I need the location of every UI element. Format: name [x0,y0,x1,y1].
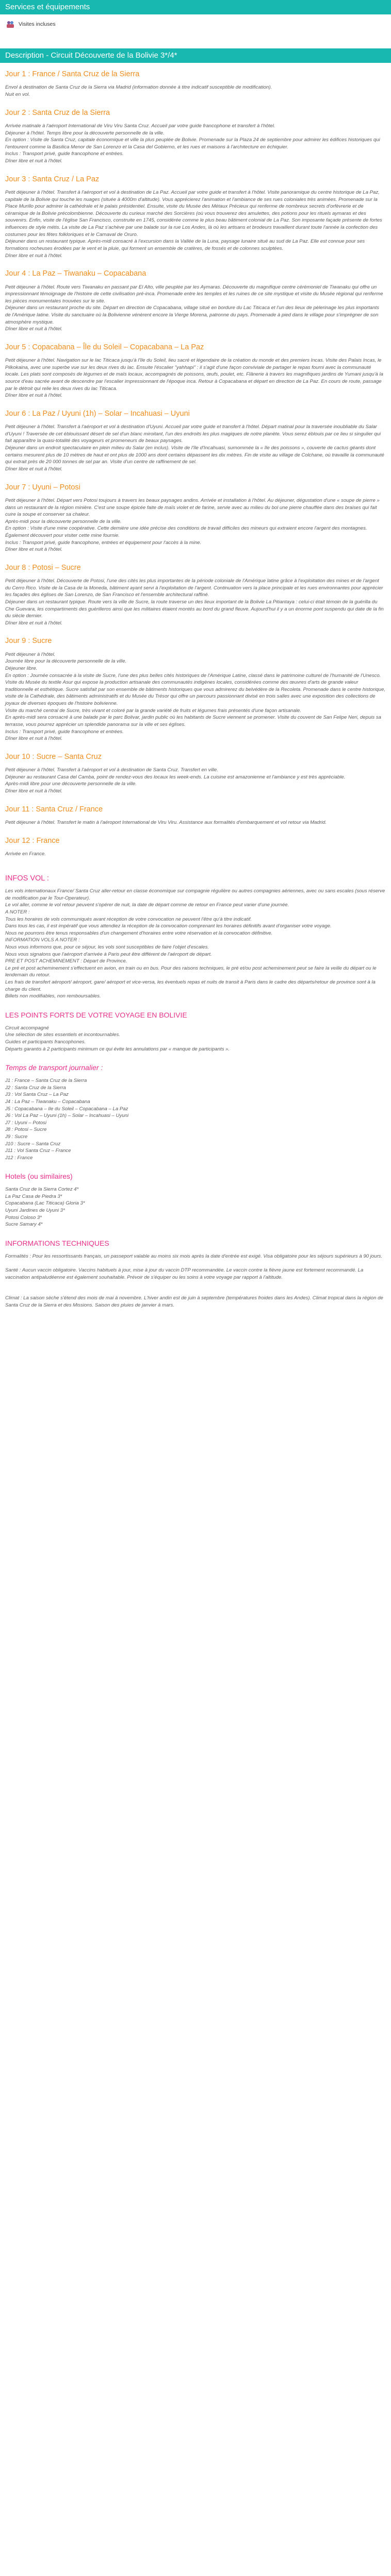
transport-times-text [5,1077,386,1161]
text-line: Les frais de transfert aéroport/ aéroport, gare/ aéroport et vice-versa, les éventuels repas et nuits de transit à Paris dans le cadre des départs/retour de province sont à la charge du client. [5,979,376,992]
text-line: Dîner libre et nuit à l'hôtel. [5,466,63,472]
text-line: Nuit en vol. [5,92,30,97]
program-banner: Description - Circuit Découverte de la Bolivie 3*/4* [0,48,391,63]
day-title: Jour 11 : Santa Cruz / France [5,805,103,814]
text-line: A NOTER : [5,909,30,915]
text-line: Dîner libre et nuit à l'hôtel. [5,788,63,794]
day-description [5,189,386,259]
day-description [5,578,386,626]
text-line: Potosi Coloso 3* [5,1214,42,1221]
day-description [5,423,386,472]
text-line: Dîner libre et nuit à l'hôtel. [5,326,63,332]
text-line: Santé : Aucun vaccin obligatoire. Vaccins habituels à jour, mise à jour du vaccin DTP recommandée. Le vaccin contre la fièvre jaune est fortement recommandé. La vaccination antipaludéenne est également souhaitable. Prévoir de s'équiper ou les soins à votre voyage par rapport à l'altitude. [5,1267,364,1280]
text-line: J12 : France [5,1155,33,1161]
text-line: Après-midi pour la découverte personnelle de la ville. [5,518,122,524]
text-line: Petit déjeuner à l'hôtel. Transfert à l'aéroport et vol à destination d'Uyuni. Accueil par votre guide et transfert à l'hôtel. Départ matinal pour la traversée inoubliable du Salar d'Uyuni ! Traversée de cet éblouissant désert de sel d'un blanc miroitant, l'un des endroits les plus magiques de notre planète. Vous serez éblouis par ce lieu si singulier qui fait apparaître la quasi-totalité des voyageurs et promeneurs de beaux paysages. [5,424,381,444]
text-line: J11 : Vol Santa Cruz – France [5,1148,71,1154]
highlights-title: LES POINTS FORTS DE VOTRE VOYAGE EN BOLIVIE [5,1010,187,1019]
text-line: Déjeuner dans un restaurant typique. Après-midi consacré à l'excursion dans la Vallée de la Luna, paysage lunaire situé au sud de La Paz. Elle est connue pour ses formations rocheuses érodées par le vent et la pluie, qui forment un ensemble de cratères, de fossés et de colonnes sculptées. [5,239,365,251]
text-line: Petit déjeuner à l'hôtel. [5,651,56,657]
text-line: Santa Cruz de la Sierra Cortez 4* [5,1187,79,1193]
text-line: J5 : Copacabana – Ile du Soleil – Copacabana – La Paz [5,1106,128,1112]
text-line: Déjeuner dans un restaurant typique. Route vers la ville de Sucre, la route traverse un des lieux important de la Bolivie La Pitiantaya : celui-ci était témoin de la guérilla du Che Guevara, les compartiments des guérilleros ainsi que les militaires étaient montés au bord du grand fleuve. Aujourd'hui il y a un énorme pont suspendu qui date de la fin du siècle dernier. [5,599,384,619]
transport-times-title: Temps de transport journalier : [5,1063,103,1072]
text-line: En option : Visite d'une mine coopérative. Cette dernière une idée précise des conditions de travail difficiles des mineurs qui extraient encore l'argent des montagnes. Également découvert pour visiter cette mine fournie. [5,526,367,538]
text-line: J7 : Uyuni – Potosi [5,1120,46,1126]
text-line: Une sélection de sites essentiels et incontournables. [5,1032,120,1038]
day-title: Jour 10 : Sucre – Santa Cruz [5,752,102,761]
visit-icon [6,20,14,28]
technical-info-text [5,1253,386,1309]
text-line: Petit déjeuner à l'hôtel. Transfert à l'aéroport et vol à destination de Santa Cruz. Transfert en ville. [5,767,218,773]
text-line: Déjeuner dans un restaurant proche du site. Départ en direction de Copacabana, village situé en bordure du Lac Titicaca et l'un des lieux de pèlerinage les plus importants de l'Amérique latine. Visite du sanctuaire où la Bolivienne vénèrent encore la Vierge Morena, patronne du pays. Promenade à pied dans le village pour s'imprégner de son atmosphère mystique. [5,305,379,325]
text-line: La Paz Casa de Piedra 3* [5,1193,62,1199]
day-description [5,767,386,794]
text-line: Circuit accompagné [5,1025,49,1031]
text-line: Envol à destination de Santa Cruz de la Sierra via Madrid (information donnée à titre indicatif susceptible de modification). [5,84,272,91]
text-line: Uyuni Jardines de Uyuni 3* [5,1208,65,1214]
visits-row [0,14,391,31]
text-line: J2 : Santa Cruz de la Sierra [5,1084,66,1091]
text-line: INFORMATION VOLS A NOTER : [5,937,80,943]
text-line: Dîner libre et nuit à l'hôtel. [5,736,63,742]
text-line: Le vol aller, comme le vol retour peuvent s'opérer de nuit, la date de départ comme de retour en France peut varier d'une journée. [5,902,289,908]
text-line: Nous vous signalons que l'aéroport d'arrivée à Paris peut être différent de l'aéroport de départ. [5,951,212,957]
text-line: Dans tous les cas, il est impératif que vous attendiez la réception de la convocation comprenant les horaires définitifs avant d'organiser votre voyage. [5,923,332,929]
text-line: Petit déjeuner à l'hôtel. Transfert le matin à l'aéroport International de Viru Viru. Assistance aux formalités d'embarquement et vol retour via Madrid. [5,819,327,825]
text-line: J9 : Sucre [5,1133,28,1140]
day-description [5,284,386,333]
day-description [5,651,386,742]
day-description [5,84,386,98]
text-line: Arrivée matinale à l'aéroport International de Viru Viru Santa Cruz. Accueil par votre guide francophone et transfert à l'hôtel. [5,123,275,129]
text-line: Les vols internationaux France/ Santa Cruz aller-retour en classe économique sur compagnie régulière ou autres compagnies aériennes, avec ou sans escales (sous réserve de modification par le Tour-Operateur). [5,888,385,901]
text-line: Le pré et post acheminement s'effectuent en avion, en train ou en bus. Pour des raisons techniques, le pré et/ou post acheminement peut se faire la veille du départ ou le lendemain du retour. [5,965,377,978]
text-line: Nous vous informons que, pour ce séjour, les vols sont susceptibles de faire l'objet d'escales. [5,944,209,951]
day-title: Jour 9 : Sucre [5,637,52,646]
text-line: Départs garantis à 2 participants minimum ce qui évite les annulations par « manque de participants ». [5,1046,230,1052]
text-line [5,1288,386,1295]
text-line: Dîner libre et nuit à l'hôtel. [5,547,63,553]
text-line: En après-midi sera consacré à une balade par le parc Bolivar, jardin public où les habitants de Sucre viennent se promener. Visite du couvent de San Felipe Neri, depuis sa terrasse, vous pourrez apprécier un splendide panorama sur la ville et ses églises. [5,715,382,727]
itinerary [0,63,391,858]
text-line: Arrivée en France. [5,851,46,857]
day-title: Jour 5 : Copacabana – Île du Soleil – Copacabana – La Paz [5,343,204,351]
text-line: Inclus : Transport privé, guide francophone et entrées. [5,728,124,735]
text-line: En option : Journée consacrée à la visite de Sucre, l'une des plus belles cités historiques de l'Amérique Latine, classé dans le patrimoine culturel de l'humanité de l'Unesco. Visite du Musée du textile Asur qui expose la production artisanale des communautés indigènes locales, considérées comme des œuvres d'arts de grande valeur traditionnelle et esthétique. Sucre satisfait par son ensemble de bâtiments historiques que vous admirerez du belvédère de la Recoleta. Promenade dans le centre historique, visite de la Cathédrale, des bâtiments administratifs et du Musée du Trésor qui offre un parcours passionnant divisé en trois salles avec une exposition des collections de joyaux de diverses époques de l'histoire bolivienne. [5,672,386,707]
text-line: Petit déjeuner à l'hôtel. Découverte de Potosi, l'une des cités les plus importantes de la période coloniale de l'Amérique latine grâce à l'exploitation des mines et de l'argent du Cerro Rico. Visite de la Casa de la Moneda, bâtiment ayant servi à l'exploitation de l'argent. Continuation vers la place principale et les rues environnantes pour apprécier les façades des églises de San Lorenzo, de San Francisco et l'ensemble architectural raffiné. [5,578,383,598]
text-line: Déjeuner à l'hôtel. Temps libre pour la découverte personnelle de la ville. [5,130,165,136]
text-line: Dîner libre et nuit à l'hôtel. [5,252,63,259]
day-title: Jour 8 : Potosi – Sucre [5,563,81,572]
text-line: Inclus : Transport privé, guide francophone et entrées. [5,151,124,157]
text-line: J1 : France – Santa Cruz de la Sierra [5,1078,87,1084]
day-description [5,497,386,553]
technical-info-title: INFORMATIONS TECHNIQUES [5,1239,109,1247]
day-title: Jour 12 : France [5,836,60,845]
flight-info-title: INFOS VOL : [5,874,49,883]
text-line: Petit déjeuner à l'hôtel. Navigation sur le lac Titicaca jusqu'à l'île du Soleil, lieu sacré et légendaire de la création du monde et des premiers Incas. Visite des Palais Incas, le Pilkokaina, avec une superbe vue sur les deux rives du lac. Ensuite l'éscalier "yahhapi" : il s'agit d'une façon conviviale de partager le repas fourni avec la communauté locale. Les plats sont composés de légumes et de maïs locaux, accompagnés de poissons, œufs, poulet, etc. Flânerie à travers les magnifiques jardins de Yumani jusqu'à la source d'eau sacrée avant de descendre par l'escalier impressionnant de l'époque inca. Retour à Copacabana et départ en direction de La Paz. En cours de route, passage par le détroit qui relie les deux rives du lac Titicaca. [5,358,383,392]
visits-label: Visites incluses [19,21,56,27]
text-line: Visite du marché central de Sucre, très vivant et coloré par la grande variété de fruits et légumes frais présentés d'une façon artisanale. [5,707,301,714]
text-line: Déjeuner au restaurant Casa del Camba, point de rendez-vous des locaux les week-ends. La cuisine est amazonienne et l'ambiance y est très appréciable. [5,774,346,780]
text-line: Climat : La saison sèche s'étend des mois de mai à novembre. L'hiver andin est de juin à septembre (températures froides dans les Andes). Climat tropical dans la région de Santa Cruz de la Sierra et des Missions. Saison des pluies de janvier à mars. [5,1295,383,1309]
hotels-title: Hotels (ou similaires) [5,1172,73,1181]
text-line: Journée libre pour la découverte personnelle de la ville. [5,658,127,665]
day-title: Jour 1 : France / Santa Cruz de la Sierra [5,70,140,78]
text-line: Après-midi libre pour une découverte personnelle de la ville. [5,781,137,787]
text-line: J6 : Vol La Paz – Uyuni (1h) – Solar – Incahuasi – Uyuni [5,1113,129,1119]
text-line: Nous ne pourrons être tenus responsables d'un changement d'horaires entre votre réservation et la convocation définitive. [5,930,273,936]
text-line [5,1281,386,1288]
text-line: Dîner libre et nuit à l'hôtel. [5,620,63,626]
day-title: Jour 6 : La Paz / Uyuni (1h) – Solar – Incahuasi – Uyuni [5,409,190,418]
text-line: Billets non modifiables, non remboursables. [5,993,101,999]
text-line: Déjeuner libre. [5,666,38,672]
text-line: Déjeuner dans un endroit spectaculaire en plein milieu du Salar (en inclus). Visite de l'île d'Incahuasi, surnommée la « île des poissons », couverte de cactus géants dont certains mesurent plus de 10 mètres de haut et ont plus de 1000 ans dont certains dépassent les dix mètres. Fin de visite au village de Colchane, où travaille la communauté qui extrait près de 20 000 tonnes de sel par an. Visite d'un centre de raffinement de sel. [5,445,384,465]
highlights-text [5,1025,386,1053]
services-banner: Services et équipements [0,0,391,14]
text-line: Inclus : Transport privé, guide francophone, entrées et équipement pour l'accès à la mine. [5,539,202,546]
text-line: Petit déjeuner à l'hôtel. Transfert à l'aéroport et vol à destination de La Paz. Accueil par votre guide et transfert à l'hôtel. Visite panoramique du centre historique de La Paz, capitale de la Bolivie qui touche les nuages (située à 4000m d'altitude). Vous apprécierez l'animation et l'ambiance de ses rues coloniales très animées. Promenade sur la Place Murillo pour admirer la cathédrale et le palais présidentiel. Ensuite, visite du Musée des Métaux Précieux qui renferme de nombreux secrets d'orfèvrerie et de céramique de la Bolivie précolombienne. Découverte du curieux marché des Sorcières (où vous trouverez des amulettes, des potions pour les rituels aymaras et des souvenirs. Enfin, visite de l'église San Francisco, construite en 1745, considérée comme le plus beau bâtiment colonial de La Paz. Son imposante façade présente de fortes influences de style métis. La visite de La Paz s'achève par une balade sur la rue Los Andes, là où les artisans et brodeurs travaillent durant toute l'année la confection des costumes pour les fêtes folkloriques et le Carnaval de Oruro. [5,190,382,238]
day-description [5,123,386,165]
day-description [5,819,386,826]
extra-info [0,858,391,1309]
day-description [5,851,386,858]
text-line: Guides et participants francophones. [5,1039,86,1045]
text-line: Sucre Samary 4* [5,1222,43,1228]
text-line: Copacabana (Lac Titicaca) Gloria 3* [5,1200,85,1207]
day-title: Jour 4 : La Paz – Tiwanaku – Copacabana [5,269,146,278]
text-line: J3 : Vol Santa Cruz – La Paz [5,1092,69,1098]
hotels-text [5,1186,386,1228]
day-description [5,357,386,399]
text-line [5,1260,386,1267]
text-line: J8 : Potosi – Sucre [5,1127,47,1133]
text-line: En option : Visite de Santa Cruz, capitale économique et ville la plus peuplée de Bolivie. Promenade sur la Plaza 24 de septiembre pour admirer les édifices historiques qui l'entourent comme la Basilica Menor de San Lorenzo et la Casa del Gobierno, et les rues et maisons à l'architecture en échiquier. [5,137,380,150]
text-line: J4 : La Paz – Tiwanaku – Copacabana [5,1098,90,1105]
day-title: Jour 2 : Santa Cruz de la Sierra [5,108,110,117]
flight-info-text [5,888,386,1000]
text-line: Dîner libre et nuit à l'hôtel. [5,393,63,399]
text-line: Formalités : Pour les ressortissants français, un passeport valable au moins six mois après la date d'entrée est exigé. Visa obligatoire pour les séjours supérieurs à 90 jours. [5,1253,383,1259]
text-line: J10 : Sucre – Santa Cruz [5,1141,61,1147]
text-line: Tous les horaires de vols communiqués avant réception de votre convocation ne peuvent l'être qu'à titre indicatif. [5,916,252,922]
text-line: Petit déjeuner à l'hôtel. Départ vers Potosi toujours à travers les beaux paysages andins. Arrivée et installation à l'hôtel. Au déjeuner, dégustation d'une « soupe de pierre » dans un restaurant de la région minière. C'est une soupe épicée faite de maïs violet et de farine, servie avec au milieu du bol une pierre chauffée dans des braises qui fait cuire la soupe et conserver sa chaleur. [5,497,380,518]
day-title: Jour 7 : Uyuni – Potosi [5,483,80,492]
day-title: Jour 3 : Santa Cruz / La Paz [5,175,100,183]
text-line: Petit déjeuner à l'hôtel. Route vers Tiwanaku en passant par El Alto, ville peuplée par les Aymaras. Découverte du magnifique centre cérémoniel de Tiwanaku qui offre un impressionnant témoignage de l'histoire de cette civilisation pré-inca. Promenade entre les temples et les ruines de ce site mystique et visite du Musée régional qui renferme les pièces monumentales trouvées sur le site. [5,284,383,304]
text-line: PRE ET POST ACHEMINEMENT : Départ de Province. [5,958,127,964]
text-line: Dîner libre et nuit à l'hôtel. [5,158,63,164]
